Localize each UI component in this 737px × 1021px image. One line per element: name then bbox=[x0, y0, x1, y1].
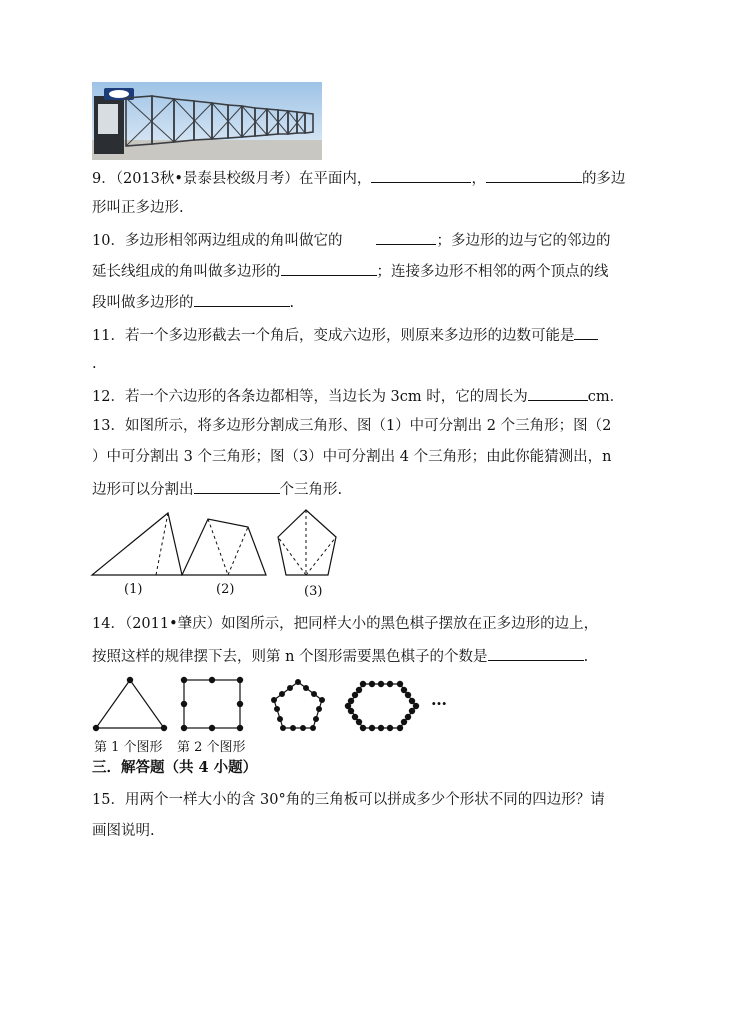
q9-blank-1[interactable] bbox=[371, 167, 471, 183]
q13-figures bbox=[88, 505, 368, 585]
q14-fig2-square bbox=[184, 680, 240, 728]
q14-figures bbox=[88, 674, 438, 736]
q11-line-2: . bbox=[92, 356, 97, 372]
q11-blank[interactable] bbox=[574, 324, 598, 340]
q14-fig2-label: 第 2 个图形 bbox=[177, 740, 246, 755]
q10-line-1: 10．多边形相邻两边组成的角叫做它的 ；多边形的边与它的邻边的 bbox=[92, 229, 610, 251]
q10-line-3: 段叫做多边形的 . bbox=[92, 291, 294, 313]
q11-line-1: 11．若一个多边形截去一个角后，变成六边形，则原来多边形的边数可能是 bbox=[92, 324, 598, 346]
q10-blank-2[interactable] bbox=[281, 260, 377, 276]
q14-blank[interactable] bbox=[488, 645, 584, 661]
q13-fig1-diagonal bbox=[156, 513, 168, 575]
q13-fig1-triangle bbox=[92, 513, 182, 575]
q13-fig2-diagonal-1 bbox=[208, 519, 228, 575]
q9-blank-2[interactable] bbox=[486, 167, 582, 183]
q13-fig1-label: (1) bbox=[124, 582, 143, 597]
gate-photo bbox=[92, 82, 322, 160]
q12-line-1: 12．若一个六边形的各条边都相等，当边长为 3cm 时，它的周长为 cm． bbox=[92, 385, 624, 407]
q13-fig2-diagonal-2 bbox=[228, 527, 248, 575]
q13-line-2: ）中可分割出 3 个三角形；图（3）中可分割出 4 个三角形；由此你能猜测出，n bbox=[92, 449, 612, 465]
q10-blank-3[interactable] bbox=[194, 291, 290, 307]
q14-ellipsis: … bbox=[431, 690, 447, 709]
q13-blank[interactable] bbox=[194, 478, 280, 494]
q14-fig1-triangle bbox=[96, 680, 164, 728]
q13-fig2-quadrilateral bbox=[182, 519, 266, 575]
q14-line-2: 按照这样的规律摆下去，则第 n 个图形需要黑色棋子的个数是 . bbox=[92, 645, 588, 667]
q10-blank-1[interactable] bbox=[376, 229, 436, 245]
q15-line-1: 15．用两个一样大小的含 30°角的三角板可以拼成多少个形状不同的四边形？请 bbox=[92, 792, 605, 808]
q13-fig3-pentagon bbox=[278, 510, 336, 575]
q9-line-1: 9．（2013秋•景泰县校级月考）在平面内， ， 的多边 bbox=[92, 167, 625, 189]
q10-line-2: 延长线组成的角叫做多边形的 ；连接多边形不相邻的两个顶点的线 bbox=[92, 260, 609, 282]
q13-fig2-label: (2) bbox=[216, 582, 235, 597]
q13-line-3: 边形可以分割出 个三角形. bbox=[92, 478, 342, 500]
q14-line-1: 14．（2011•肇庆）如图所示，把同样大小的黑色棋子摆放在正多边形的边上， bbox=[92, 616, 599, 632]
q15-line-2: 画图说明. bbox=[92, 823, 155, 839]
q9-line-2: 形叫正多边形. bbox=[92, 200, 184, 216]
q14-fig1-label: 第 1 个图形 bbox=[94, 740, 163, 755]
q13-fig3-label: (3) bbox=[304, 584, 323, 599]
section-3-title: 三．解答题（共 4 小题） bbox=[92, 759, 258, 776]
q12-blank[interactable] bbox=[528, 385, 588, 401]
q13-line-1: 13．如图所示，将多边形分割成三角形、图（1）中可分割出 2 个三角形；图（2 bbox=[92, 418, 612, 434]
q14-chess-pieces bbox=[93, 677, 419, 731]
